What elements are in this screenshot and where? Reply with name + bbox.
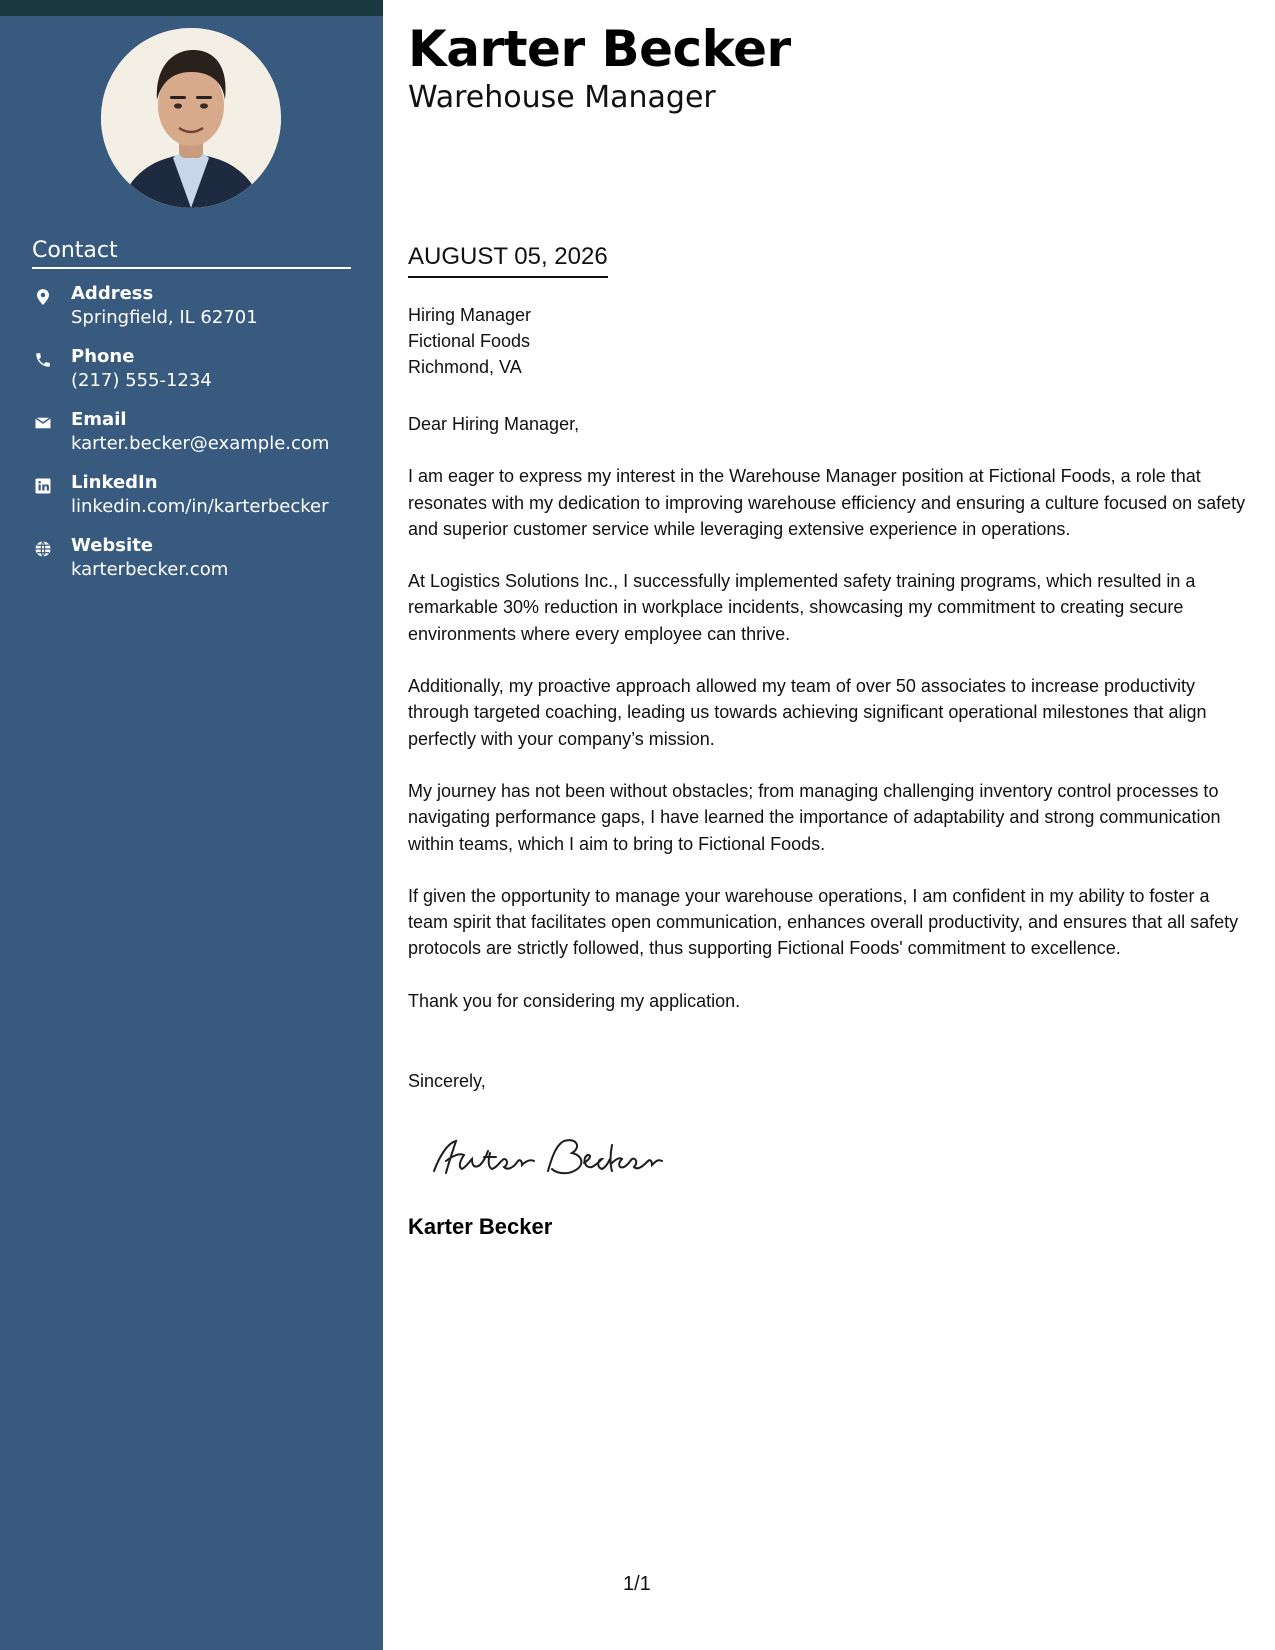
linkedin-icon [34,477,52,495]
body-paragraph: I am eager to express my interest in the Warehouse Manager position at Fictional Foods, a role that resonates with my dedication to improving warehouse efficiency and ensuring a culture focused on safety and superior customer service while leveraging extensive experience in operations. [408,466,1246,539]
contact-heading: Contact [32,238,351,269]
applicant-name: Karter Becker [408,20,791,78]
phone-value[interactable]: (217) 555-1234 [71,370,212,391]
contact-item-phone [32,345,362,408]
handwritten-signature [426,1125,666,1185]
contact-item-email [32,408,362,471]
website-value[interactable]: karterbecker.com [71,559,229,580]
letter-main [408,0,1253,1650]
body-paragraph: My journey has not been without obstacles; from managing challenging inventory control processes to navigating performance gaps, I have learned the importance of adaptability and strong communication within teams, which I aim to bring to Fictional Foods. [408,780,1221,854]
letter-date: AUGUST 05, 2026 [408,243,608,278]
globe-icon [34,540,52,558]
contact-list [32,282,362,597]
map-pin-icon [34,288,52,306]
signature-image [426,1125,666,1185]
linkedin-value[interactable]: linkedin.com/in/karterbecker [71,496,329,517]
contact-item-address [32,282,362,345]
email-value[interactable]: karter.becker@example.com [71,433,330,454]
linkedin-label: LinkedIn [71,472,158,493]
letter-body [408,411,1253,1040]
body-paragraph: Additionally, my proactive approach allowed my team of over 50 associates to increase productivity through targeted coaching, leading us towards achieving significant operational milestones that align perfectly with your company’s mission. [408,676,1207,749]
profile-photo [101,28,281,208]
thanks-line: Thank you for considering my application. [408,990,741,1011]
website-label: Website [71,535,154,556]
signer-name: Karter Becker [408,1214,553,1239]
closing: Sincerely, [408,1071,486,1091]
email-label: Email [71,409,127,430]
address-value: Springfield, IL 62701 [71,307,258,328]
job-title: Warehouse Manager [408,80,716,115]
sidebar [0,0,383,1650]
recipient-company: Fictional Foods [408,331,531,351]
salutation: Dear Hiring Manager, [408,414,580,434]
contact-item-linkedin [32,471,362,534]
body-paragraph: At Logistics Solutions Inc., I successfully implemented safety training programs, which resulted in a remarkable 30% reduction in workplace incidents, showcasing my commitment to creating secure environments where every employee can thrive. [408,571,1196,644]
profile-photo-illustration [101,28,281,208]
address-label: Address [71,283,154,304]
recipient-name: Hiring Manager [408,305,532,325]
recipient-location: Richmond, VA [408,357,522,377]
contact-item-website [32,534,362,597]
sidebar-top-band [0,0,383,16]
envelope-icon [34,414,52,432]
recipient-block [408,302,531,380]
phone-icon [34,351,52,369]
body-paragraph: If given the opportunity to manage your warehouse operations, I am confident in my ability to foster a team spirit that facilitates open communication, enhances overall productivity, and ensures that all safety protocols are strictly followed, thus supporting Fictional Foods' commitment to excellence. [408,885,1239,959]
phone-label: Phone [71,346,135,367]
page-number: 1/1 [623,1573,651,1595]
